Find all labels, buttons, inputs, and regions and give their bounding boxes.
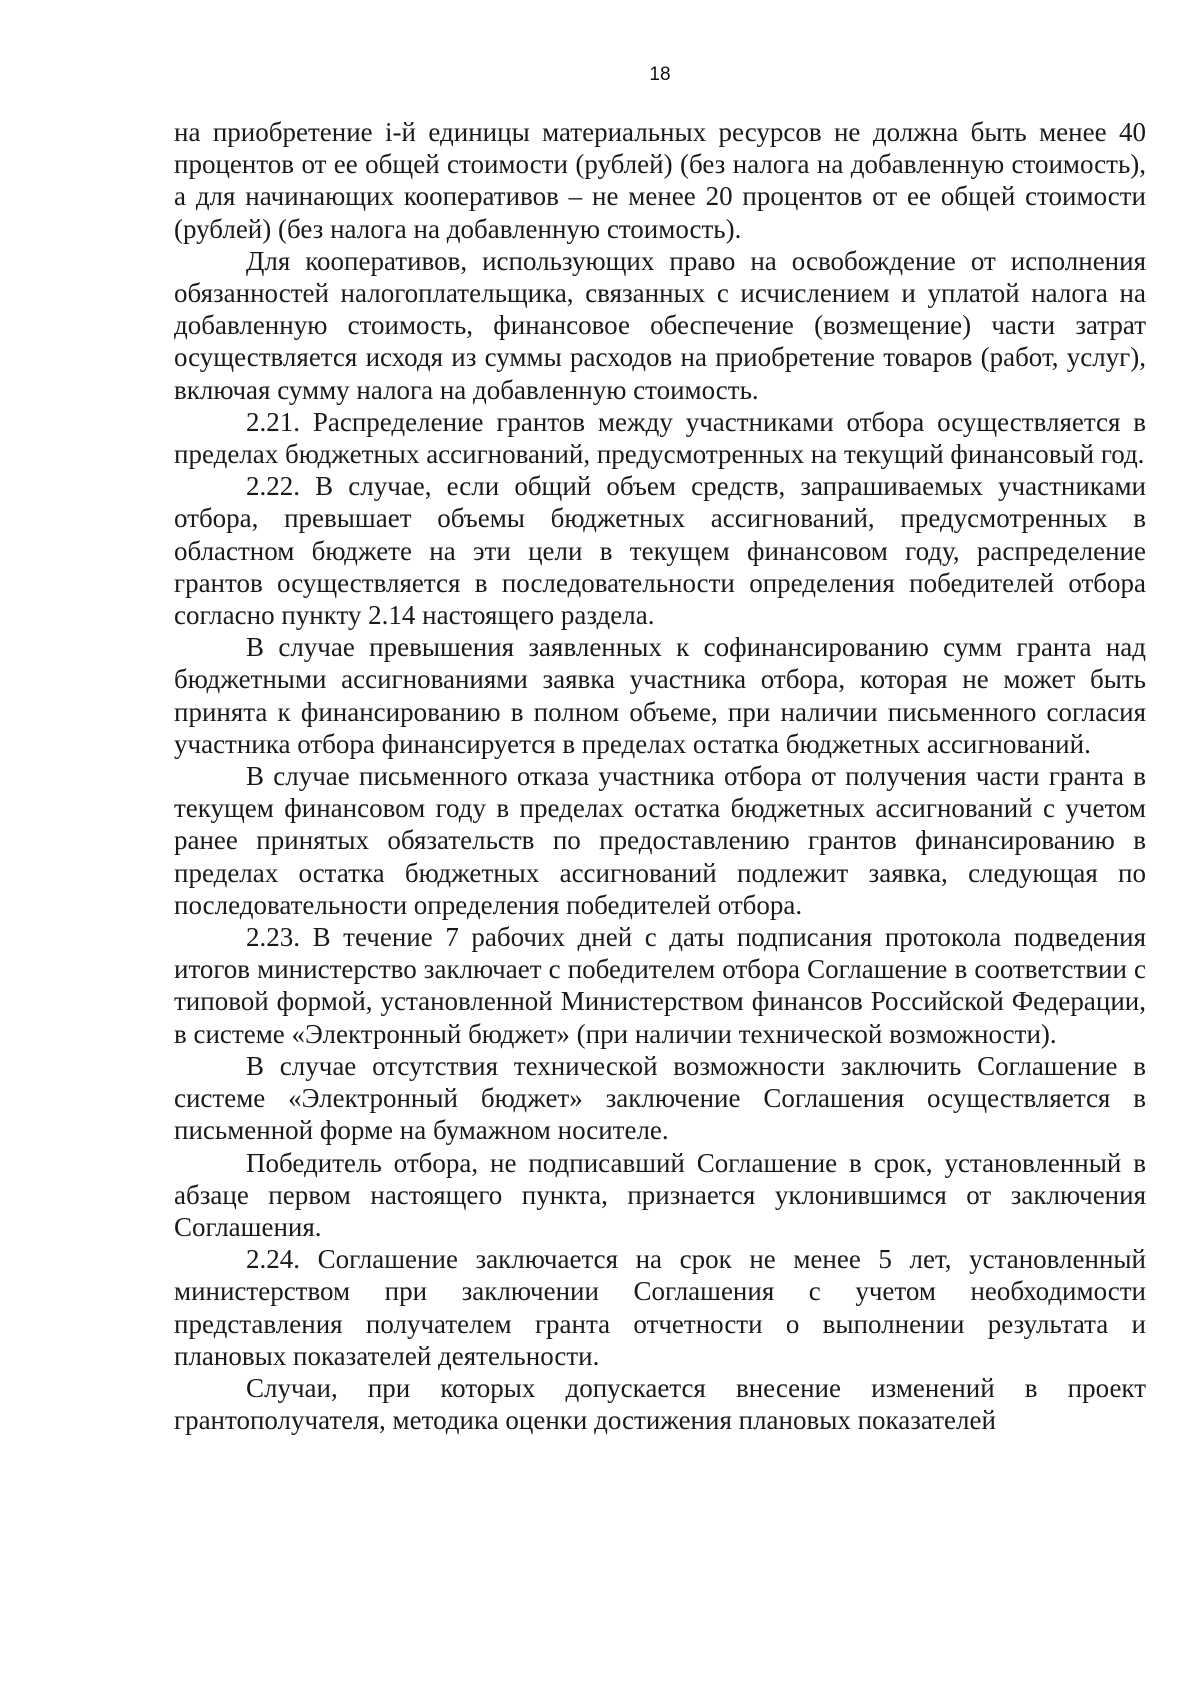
- paragraph: 2.21. Распределение грантов между участниками отбора осуществляется в пределах бюджетных ассигнований, предусмотренных на текущий финансовый год.: [174, 406, 1146, 470]
- paragraph: Победитель отбора, не подписавший Соглашение в срок, установленный в абзаце первом настоящего пункта, признается уклонившимся от заключения Соглашения.: [174, 1147, 1146, 1242]
- document-body: [174, 116, 1146, 1436]
- paragraph: 2.23. В течение 7 рабочих дней с даты подписания протокола подведения итогов министерство заключает с победителем отбора Соглашение в соответствии с типовой формой, установленной Министерством финансов Российской Федерации, в системе «Электронный бюджет» (при наличии технической возможности).: [174, 922, 1146, 1049]
- paragraph: на приобретение i-й единицы материальных ресурсов не должна быть менее 40 процентов от ее общей стоимости (рублей) (без налога на добавленную стоимость), а для начинающих кооперативов – не менее 20 процентов от ее общей стоимости (рублей) (без налога на добавленную стоимость).: [174, 117, 1146, 244]
- paragraph: 2.22. В случае, если общий объем средств, запрашиваемых участниками отбора, превышает объемы бюджетных ассигнований, предусмотренных в областном бюджете на эти цели в текущем финансовом году, распределение грантов осуществляется в последовательности определения победителей отбора согласно пункту 2.14 настоящего раздела.: [174, 471, 1146, 631]
- paragraph: В случае превышения заявленных к софинансированию сумм гранта над бюджетными ассигнованиями заявка участника отбора, которая не может быть принята к финансированию в полном объеме, при наличии письменного согласия участника отбора финансируется в пределах остатка бюджетных ассигнований.: [174, 632, 1146, 759]
- paragraph: В случае отсутствия технической возможности заключить Соглашение в системе «Электронный бюджет» заключение Соглашения осуществляется в письменной форме на бумажном носителе.: [174, 1050, 1146, 1146]
- paragraph: Случаи, при которых допускается внесение изменений в проект грантополучателя, методика оценки достижения плановых показателей: [174, 1372, 1146, 1436]
- paragraph: Для кооперативов, использующих право на освобождение от исполнения обязанностей налогоплательщика, связанных с исчислением и уплатой налога на добавленную стоимость, финансовое обеспечение (возмещение) части затрат осуществляется исходя из суммы расходов на приобретение товаров (работ, услуг), включая сумму налога на добавленную стоимость.: [174, 245, 1146, 405]
- paragraph: 2.24. Соглашение заключается на срок не менее 5 лет, установленный министерством при заключении Соглашения с учетом необходимости представления получателем гранта отчетности о выполнении результата и плановых показателей деятельности.: [174, 1244, 1146, 1371]
- paragraph: В случае письменного отказа участника отбора от получения части гранта в текущем финансовом году в пределах остатка бюджетных ассигнований с учетом ранее принятых обязательств по предоставлению грантов финансированию в пределах остатка бюджетных ассигнований подлежит заявка, следующая по последовательности определения победителей отбора.: [174, 761, 1146, 920]
- page-number: 18: [649, 64, 671, 85]
